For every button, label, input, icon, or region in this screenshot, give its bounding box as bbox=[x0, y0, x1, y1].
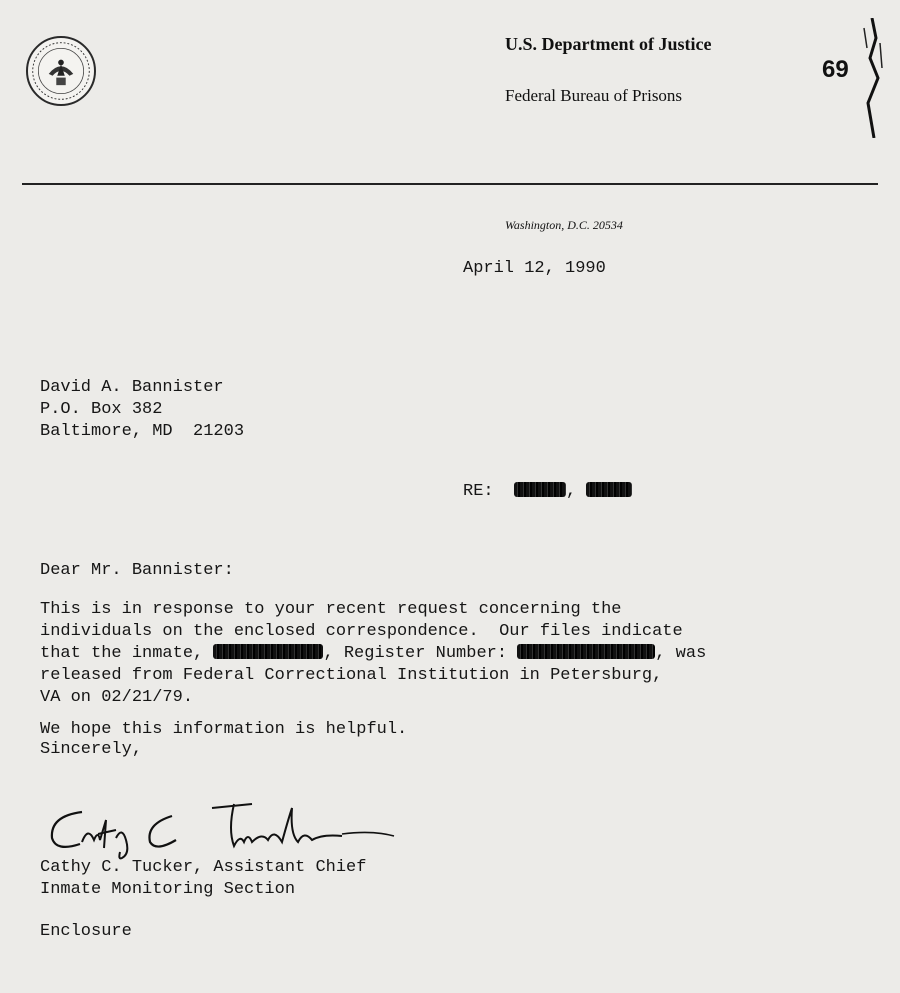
re-label: RE: bbox=[463, 482, 494, 501]
letter-date: April 12, 1990 bbox=[463, 259, 606, 278]
letter-body bbox=[40, 599, 706, 709]
body-line-part: that the inmate, bbox=[40, 644, 214, 663]
closing-remark: We hope this information is helpful. bbox=[40, 720, 408, 739]
recipient-address bbox=[40, 377, 244, 443]
body-line: individuals on the enclosed correspondence. Our files indicate bbox=[40, 622, 683, 641]
redaction-mark bbox=[213, 644, 323, 659]
body-line: VA on 02/21/79. bbox=[40, 688, 194, 707]
reference-line: RE: , bbox=[463, 481, 632, 503]
body-line: released from Federal Correctional Institution in Petersburg, bbox=[40, 666, 663, 685]
recipient-city: Baltimore, MD 21203 bbox=[40, 422, 245, 441]
redaction-mark bbox=[586, 482, 632, 497]
department-name: U.S. Department of Justice bbox=[505, 34, 712, 54]
recipient-name: David A. Bannister bbox=[40, 378, 224, 397]
redaction-mark bbox=[514, 482, 566, 497]
doj-seal-icon bbox=[26, 36, 96, 106]
bureau-name: Federal Bureau of Prisons bbox=[505, 86, 683, 105]
page-mark: 69 bbox=[822, 56, 849, 83]
signer-block bbox=[40, 857, 366, 901]
signer-section: Inmate Monitoring Section bbox=[40, 880, 296, 899]
body-line-part: , was bbox=[655, 644, 707, 663]
closing: Sincerely, bbox=[40, 740, 143, 759]
enclosure-note: Enclosure bbox=[40, 922, 132, 941]
body-line: This is in response to your recent request concerning the bbox=[40, 600, 622, 619]
scan-edge-mark-icon bbox=[858, 18, 886, 138]
signer-name-title: Cathy C. Tucker, Assistant Chief bbox=[40, 858, 367, 877]
signature-image bbox=[42, 790, 402, 860]
letterhead-city: Washington, D.C. 20534 bbox=[505, 218, 623, 232]
body-line-part: , Register Number: bbox=[323, 644, 518, 663]
letterhead-rule bbox=[22, 183, 878, 185]
redaction-mark bbox=[517, 644, 655, 659]
salutation: Dear Mr. Bannister: bbox=[40, 561, 234, 580]
recipient-po-box: P.O. Box 382 bbox=[40, 400, 163, 419]
